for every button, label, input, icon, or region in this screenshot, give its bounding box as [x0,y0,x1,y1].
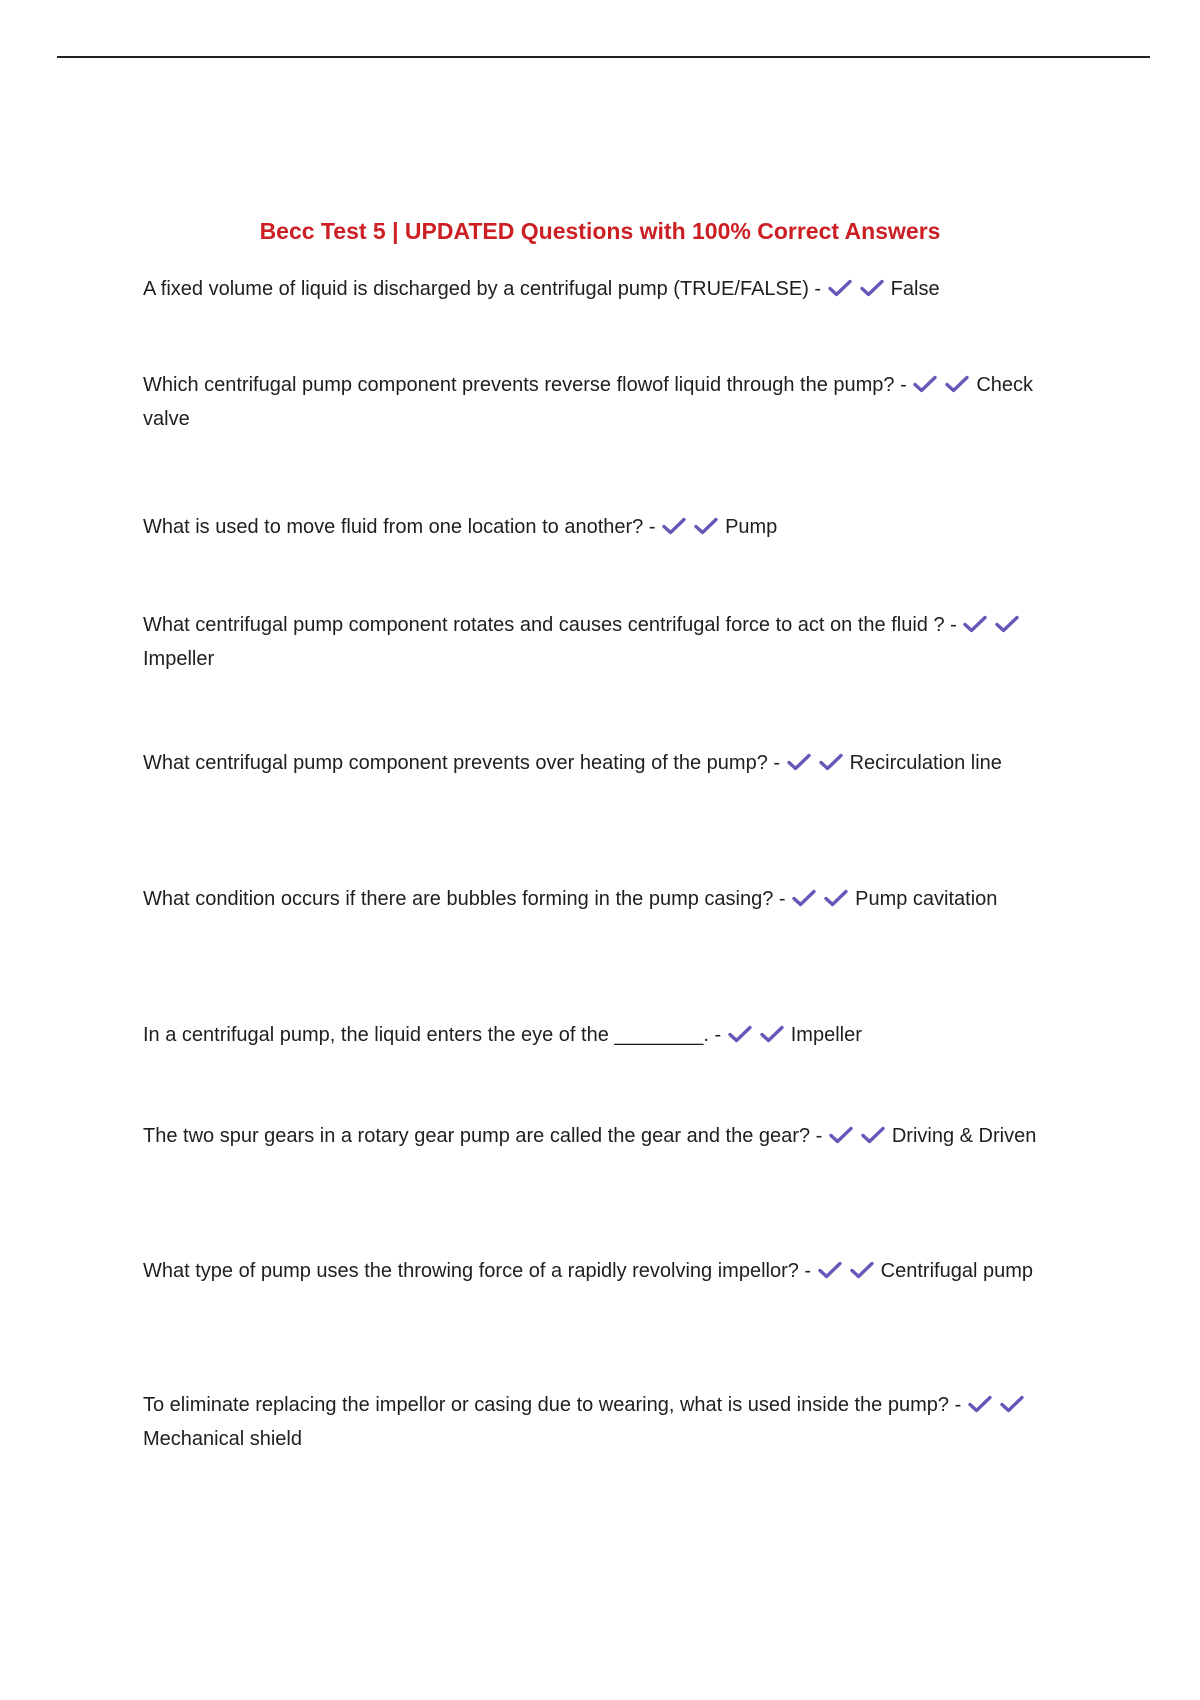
question-text: What type of pump uses the throwing force of a rapidly revolving impellor? - [143,1260,812,1282]
answer-text: Driving & Driven [891,1125,1037,1147]
check-mark-icon [786,752,812,772]
qa-item [143,608,1063,676]
answer-text: Mechanical shield [143,1428,302,1450]
qa-item [143,272,1063,306]
question-text: What condition occurs if there are bubbles forming in the pump casing? - [143,888,786,910]
question-text: Which centrifugal pump component prevents reverse flowof liquid through the pump? - [143,374,907,396]
answer-text: Impeller [790,1024,862,1046]
check-mark-icon [962,614,988,634]
answer-text: Pump [725,516,778,538]
check-mark-icon [860,1125,886,1145]
answer-text: Impeller [143,648,215,670]
check-mark-icon [693,516,719,536]
question-text: In a centrifugal pump, the liquid enters the eye of the ________. - [143,1024,722,1046]
qa-item [143,1018,1063,1052]
qa-item [143,1388,1063,1456]
check-mark-icon [994,614,1020,634]
qa-item [143,882,1063,916]
answer-check-marks [817,1254,881,1288]
check-mark-icon [999,1394,1025,1414]
answer-check-marks [967,1388,1031,1422]
answer-check-marks [912,368,976,402]
question-text: The two spur gears in a rotary gear pump are called the gear and the gear? - [143,1125,823,1147]
qa-item [143,510,1063,544]
document-title: Becc Test 5 | UPDATED Questions with 100% Correct Answers [259,218,941,244]
check-mark-icon [818,752,844,772]
question-text: What centrifugal pump component prevents over heating of the pump? - [143,752,781,774]
check-mark-icon [791,888,817,908]
check-mark-icon [759,1024,785,1044]
answer-text: Pump cavitation [855,888,998,910]
question-text: A fixed volume of liquid is discharged by a centrifugal pump (TRUE/FALSE) - [143,278,822,300]
qa-item [143,368,1063,436]
check-mark-icon [827,278,853,298]
answer-check-marks [827,272,891,306]
answer-text: False [890,278,940,300]
answer-check-marks [791,882,855,916]
check-mark-icon [859,278,885,298]
answer-check-marks [962,608,1026,642]
answer-check-marks [828,1119,892,1153]
check-mark-icon [944,374,970,394]
check-mark-icon [817,1260,843,1280]
check-mark-icon [849,1260,875,1280]
check-mark-icon [912,374,938,394]
question-text: To eliminate replacing the impellor or casing due to wearing, what is used inside the pump? - [143,1394,962,1416]
qa-item [143,1254,1063,1288]
answer-check-marks [661,510,725,544]
question-text: What is used to move fluid from one location to another? - [143,516,656,538]
answer-text: Centrifugal pump [880,1260,1033,1282]
check-mark-icon [967,1394,993,1414]
question-text: What centrifugal pump component rotates and causes centrifugal force to act on the fluid ? - [143,614,957,636]
qa-item [143,746,1063,780]
answer-text: Recirculation line [849,752,1002,774]
answer-check-marks [727,1018,791,1052]
check-mark-icon [823,888,849,908]
check-mark-icon [727,1024,753,1044]
check-mark-icon [828,1125,854,1145]
header-rule [57,56,1150,58]
answer-text: Check valve [143,374,1034,430]
check-mark-icon [661,516,687,536]
answer-check-marks [786,746,850,780]
qa-item [143,1119,1063,1153]
